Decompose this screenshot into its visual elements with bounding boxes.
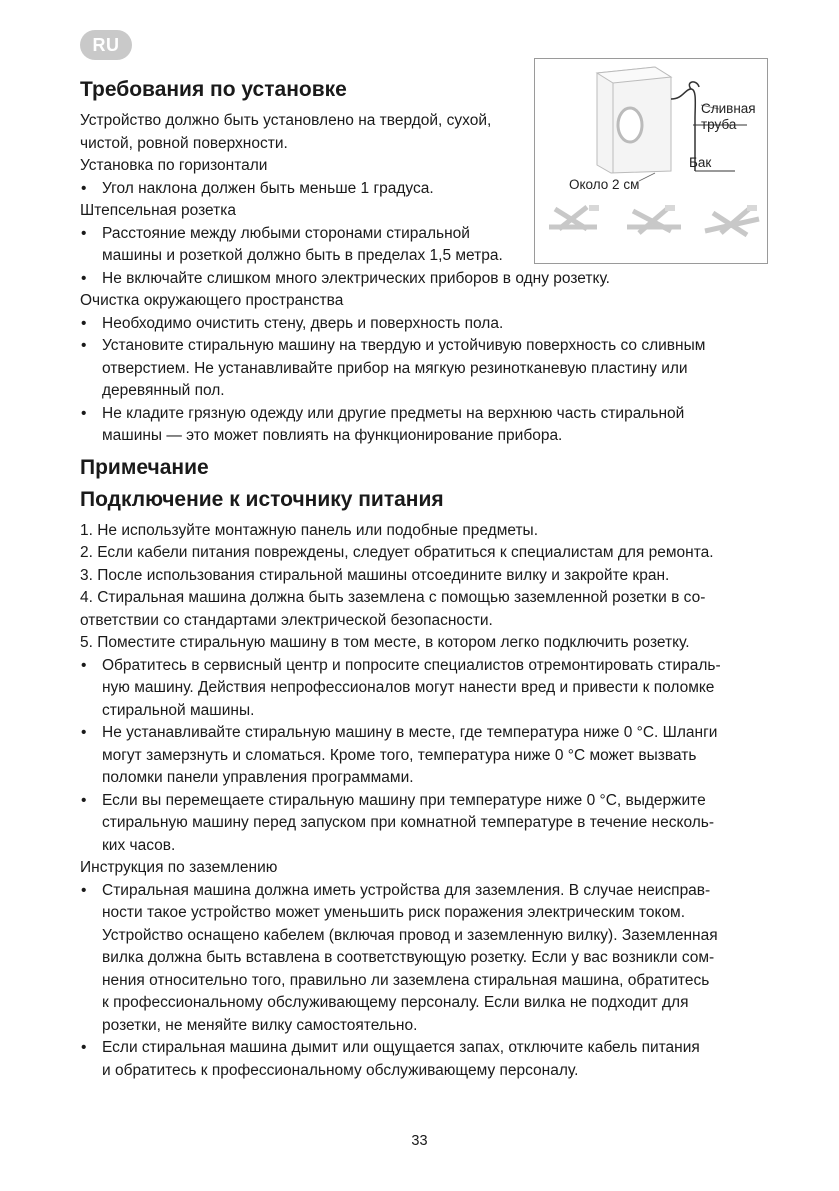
distance-label: Около 2 см	[569, 177, 640, 192]
list-item: • Не включайте слишком много электрических приборов в одну розетку.	[80, 268, 760, 291]
power-bullet-list	[80, 655, 760, 858]
cleaning-list	[80, 313, 760, 448]
list-item: • Расстояние между любыми сторонами стиральной машины и розеткой должно быть в пределах 1,5 метра.	[80, 223, 760, 268]
cleaning-subheading: Очистка окружающего пространства	[80, 292, 344, 309]
numbered-item: 4. Стиральная машина должна быть заземлена с помощью заземленной розетки в со- ответствии со стандартами электрической безопасности.	[80, 589, 706, 629]
tank-label: Бак	[689, 155, 712, 170]
list-item: • Не устанавливайте стиральную машину в месте, где температура ниже 0 °C. Шланги могут замерзнуть и сломаться. Кроме того, температура ниже 0 °C может вызвать поломки панели управления программами.	[80, 722, 760, 790]
grounding-subheading: Инструкция по заземлению	[80, 859, 278, 876]
grounding-list	[80, 880, 760, 1083]
page-content	[80, 74, 760, 1082]
socket-subheading: Штепсельная розетка	[80, 202, 236, 219]
numbered-list	[80, 520, 760, 655]
list-item: • Если вы перемещаете стиральную машину при температуре ниже 0 °C, выдержите стиральную машину перед запуском при комнатной температуре в течение несколь- ких часов.	[80, 790, 760, 858]
list-item: • Угол наклона должен быть меньше 1 градуса.	[80, 178, 760, 201]
leveling-list	[80, 178, 760, 201]
numbered-item: 1. Не используйте монтажную панель или подобные предметы.	[80, 521, 538, 539]
intro-paragraph: Устройство должно быть установлено на твердой, сухой, чистой, ровной поверхности.	[80, 112, 492, 152]
list-item: • Стиральная машина должна иметь устройства для заземления. В случае неисправ- ности такое устройство может уменьшить риск поражения электрическим током. Устройство оснащено кабелем (включая провод и заземленную вилку). Заземленная вилка должна быть вставлена в соответствующую розетку. Если у вас возникли сом- нения относительно того, правильно ли заземлена стиральная машина, обратитесь к профессиональному обслуживающему персоналу. Если вилка не подходит для розетки, не меняйте вилку самостоятельно.	[80, 880, 760, 1038]
power-connection-heading: Подключение к источнику питания	[80, 487, 444, 511]
drain-pipe-label: Сливная труба	[701, 101, 756, 132]
list-item: • Установите стиральную машину на твердую и устойчивую поверхность со сливным отверстием. Не устанавливайте прибор на мягкую резинотканевую пластину или деревянный пол.	[80, 335, 760, 403]
language-badge: RU	[80, 30, 132, 60]
list-item: • Если стиральная машина дымит или ощущается запах, отключите кабель питания и обратитесь к профессиональному обслуживающему персоналу.	[80, 1037, 760, 1082]
page-number: 33	[411, 1133, 428, 1149]
numbered-item: 2. Если кабели питания повреждены, следует обратиться к специалистам для ремонта.	[80, 544, 714, 561]
list-item: • Обратитесь в сервисный центр и попросите специалистов отремонтировать стираль- ную машину. Действия непрофессионалов могут нанести вред и привести к поломке стиральной машины.	[80, 655, 760, 723]
socket-list	[80, 223, 760, 291]
list-item: • Необходимо очистить стену, дверь и поверхность пола.	[80, 313, 760, 336]
numbered-item: 5. Поместите стиральную машину в том месте, в котором легко подключить розетку.	[80, 634, 690, 651]
note-heading: Примечание	[80, 455, 209, 479]
installation-requirements-heading: Требования по установке	[80, 78, 347, 101]
list-item: • Не кладите грязную одежду или другие предметы на верхнюю часть стиральной машины — это может повлиять на функционирование прибора.	[80, 403, 760, 448]
numbered-item: 3. После использования стиральной машины отсоедините вилку и закройте кран.	[80, 566, 670, 584]
leveling-subheading: Установка по горизонтали	[80, 157, 268, 174]
